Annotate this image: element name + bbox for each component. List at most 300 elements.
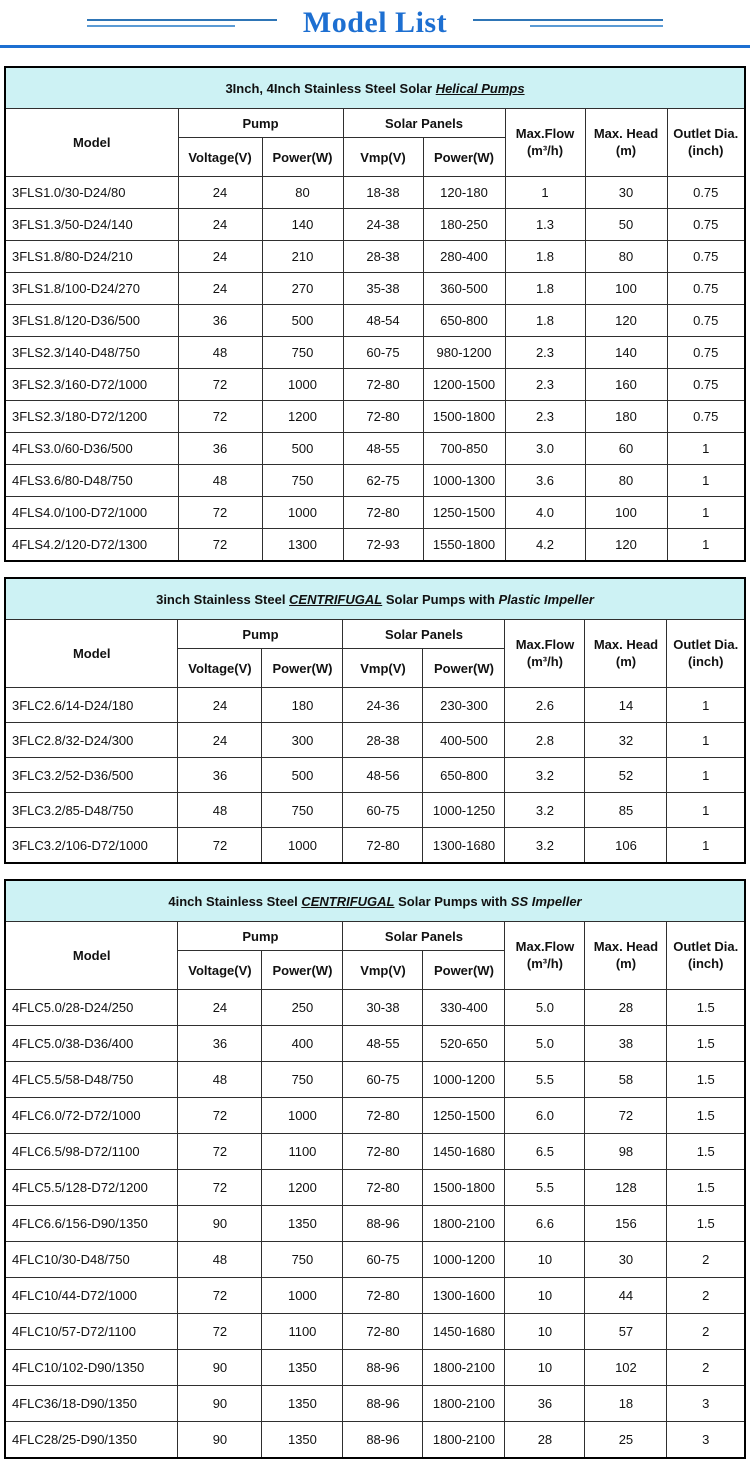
section-title-emphasis: CENTRIFUGAL: [289, 591, 383, 607]
value-cell: 1000-1250: [423, 793, 505, 828]
value-cell: 72: [178, 369, 262, 401]
value-cell: 1250-1500: [423, 1098, 505, 1134]
column-header-solar-power: Power(W): [423, 649, 505, 688]
model-cell: 4FLC10/57-D72/1100: [5, 1314, 178, 1350]
value-cell: 5.0: [505, 990, 585, 1026]
table-row: [5, 1206, 745, 1242]
value-cell: 24-36: [343, 688, 423, 723]
value-cell: 35-38: [343, 273, 423, 305]
value-cell: 60: [585, 433, 667, 465]
value-cell: 28-38: [343, 723, 423, 758]
value-cell: 3.2: [505, 758, 585, 793]
value-cell: 28: [505, 1422, 585, 1459]
value-cell: 2.8: [505, 723, 585, 758]
value-cell: 2.6: [505, 688, 585, 723]
model-cell: 4FLC5.5/58-D48/750: [5, 1062, 178, 1098]
value-cell: 0.75: [667, 209, 745, 241]
table-row: [5, 497, 745, 529]
value-cell: 50: [585, 209, 667, 241]
value-cell: 48: [178, 465, 262, 497]
table-row: [5, 1062, 745, 1098]
table-row: [5, 1386, 745, 1422]
value-cell: 10: [505, 1314, 585, 1350]
value-cell: 140: [262, 209, 343, 241]
helical-pumps-table: [4, 66, 746, 562]
value-cell: 270: [262, 273, 343, 305]
value-cell: 60-75: [343, 1242, 423, 1278]
header-label: Max.Flow: [515, 636, 575, 652]
value-cell: 24-38: [343, 209, 423, 241]
value-cell: 57: [585, 1314, 667, 1350]
header-unit: (inch): [688, 653, 724, 669]
header-unit: (m): [615, 955, 637, 971]
value-cell: 6.6: [505, 1206, 585, 1242]
column-group-pump: Pump: [178, 922, 343, 951]
value-cell: 0.75: [667, 305, 745, 337]
column-header-voltage: Voltage(V): [178, 649, 262, 688]
value-cell: 102: [585, 1350, 667, 1386]
column-header-solar-power: Power(W): [423, 951, 505, 990]
value-cell: 60-75: [343, 1062, 423, 1098]
header-label: Outlet Dia.: [673, 636, 739, 652]
model-cell: 3FLC3.2/106-D72/1000: [5, 828, 178, 864]
value-cell: 90: [178, 1350, 262, 1386]
header-unit: (inch): [688, 955, 724, 971]
value-cell: 18: [585, 1386, 667, 1422]
value-cell: 72: [178, 1278, 262, 1314]
value-cell: 1: [505, 177, 585, 209]
value-cell: 120-180: [423, 177, 505, 209]
table-row: [5, 273, 745, 305]
value-cell: 750: [262, 337, 343, 369]
table-row: [5, 209, 745, 241]
header-unit: (m): [615, 142, 637, 158]
model-cell: 3FLS2.3/180-D72/1200: [5, 401, 178, 433]
value-cell: 48: [178, 1242, 262, 1278]
value-cell: 250: [262, 990, 343, 1026]
value-cell: 3: [667, 1422, 745, 1459]
table-row: [5, 758, 745, 793]
value-cell: 1450-1680: [423, 1134, 505, 1170]
model-cell: 3FLS2.3/140-D48/750: [5, 337, 178, 369]
value-cell: 10: [505, 1278, 585, 1314]
value-cell: 750: [262, 1062, 343, 1098]
value-cell: 5.5: [505, 1062, 585, 1098]
value-cell: 38: [585, 1026, 667, 1062]
column-header-pump-power: Power(W): [262, 138, 343, 177]
value-cell: 106: [585, 828, 667, 864]
value-cell: 80: [262, 177, 343, 209]
value-cell: 58: [585, 1062, 667, 1098]
header-label: Max. Head: [593, 938, 659, 954]
value-cell: 210: [262, 241, 343, 273]
value-cell: 180: [585, 401, 667, 433]
section-title-text: 3Inch, 4Inch Stainless Steel Solar: [225, 80, 436, 96]
value-cell: 1800-2100: [423, 1386, 505, 1422]
column-header-pump-power: Power(W): [262, 951, 343, 990]
value-cell: 1: [667, 688, 745, 723]
value-cell: 750: [262, 793, 343, 828]
value-cell: 72-80: [343, 369, 423, 401]
value-cell: 1.5: [667, 1206, 745, 1242]
value-cell: 88-96: [343, 1350, 423, 1386]
value-cell: 88-96: [343, 1422, 423, 1459]
helical-pumps-rows: [5, 177, 745, 562]
value-cell: 72: [178, 497, 262, 529]
centrifugal-ss-table: [4, 879, 746, 1459]
column-group-solar-panels: Solar Panels: [343, 620, 505, 649]
value-cell: 100: [585, 273, 667, 305]
value-cell: 500: [262, 433, 343, 465]
value-cell: 500: [262, 305, 343, 337]
section-title-text: 3inch Stainless Steel: [156, 591, 290, 607]
value-cell: 1: [667, 433, 745, 465]
column-header-model: Model: [5, 922, 178, 990]
value-cell: 48-55: [343, 1026, 423, 1062]
table-row: [5, 1134, 745, 1170]
value-cell: 1000-1200: [423, 1062, 505, 1098]
table-row: [5, 177, 745, 209]
value-cell: 1.5: [667, 990, 745, 1026]
header-unit: (m): [615, 653, 637, 669]
column-header-max-flow: [505, 922, 585, 990]
column-header-model: Model: [5, 620, 178, 688]
value-cell: 36: [178, 758, 262, 793]
value-cell: 180-250: [423, 209, 505, 241]
value-cell: 3.2: [505, 793, 585, 828]
column-group-solar-panels: Solar Panels: [343, 109, 505, 138]
value-cell: 10: [505, 1350, 585, 1386]
value-cell: 1000: [262, 1098, 343, 1134]
value-cell: 72-80: [343, 1170, 423, 1206]
value-cell: 48-54: [343, 305, 423, 337]
column-header-outlet-dia: [667, 922, 745, 990]
value-cell: 1: [667, 465, 745, 497]
value-cell: 1.5: [667, 1098, 745, 1134]
value-cell: 280-400: [423, 241, 505, 273]
value-cell: 0.75: [667, 337, 745, 369]
model-cell: 3FLS2.3/160-D72/1000: [5, 369, 178, 401]
value-cell: 1450-1680: [423, 1314, 505, 1350]
value-cell: 360-500: [423, 273, 505, 305]
value-cell: 72: [178, 401, 262, 433]
section-title-text: Solar Pumps with: [382, 591, 499, 607]
column-header-max-flow: [505, 620, 585, 688]
value-cell: 2.3: [505, 337, 585, 369]
table-row: [5, 529, 745, 562]
value-cell: 1000: [262, 497, 343, 529]
value-cell: 2: [667, 1350, 745, 1386]
model-cell: 3FLS1.8/100-D24/270: [5, 273, 178, 305]
value-cell: 2: [667, 1278, 745, 1314]
table-row: [5, 1278, 745, 1314]
value-cell: 72-80: [343, 1134, 423, 1170]
column-group-pump: Pump: [178, 109, 343, 138]
table-row: [5, 1314, 745, 1350]
header-label: Max.Flow: [515, 938, 575, 954]
value-cell: 330-400: [423, 990, 505, 1026]
header-unit: (inch): [688, 142, 724, 158]
value-cell: 1: [667, 793, 745, 828]
value-cell: 48: [178, 793, 262, 828]
value-cell: 1.3: [505, 209, 585, 241]
model-cell: 4FLC28/25-D90/1350: [5, 1422, 178, 1459]
value-cell: 60-75: [343, 337, 423, 369]
value-cell: 88-96: [343, 1386, 423, 1422]
value-cell: 5.0: [505, 1026, 585, 1062]
value-cell: 24: [178, 273, 262, 305]
model-cell: 4FLC10/30-D48/750: [5, 1242, 178, 1278]
table-row: [5, 1098, 745, 1134]
model-cell: 3FLS1.3/50-D24/140: [5, 209, 178, 241]
value-cell: 1200: [262, 1170, 343, 1206]
value-cell: 3: [667, 1386, 745, 1422]
model-cell: 4FLS3.0/60-D36/500: [5, 433, 178, 465]
table-row: [5, 241, 745, 273]
column-header-voltage: Voltage(V): [178, 951, 262, 990]
value-cell: 1.5: [667, 1062, 745, 1098]
value-cell: 80: [585, 241, 667, 273]
value-cell: 52: [585, 758, 667, 793]
centrifugal-ss-rows: [5, 990, 745, 1459]
model-cell: 4FLC5.0/38-D36/400: [5, 1026, 178, 1062]
value-cell: 980-1200: [423, 337, 505, 369]
value-cell: 1000-1300: [423, 465, 505, 497]
value-cell: 1100: [262, 1314, 343, 1350]
value-cell: 88-96: [343, 1206, 423, 1242]
value-cell: 2.3: [505, 369, 585, 401]
value-cell: 2.3: [505, 401, 585, 433]
table-row: [5, 433, 745, 465]
value-cell: 72-80: [343, 401, 423, 433]
value-cell: 5.5: [505, 1170, 585, 1206]
value-cell: 1: [667, 758, 745, 793]
value-cell: 230-300: [423, 688, 505, 723]
value-cell: 1.5: [667, 1134, 745, 1170]
value-cell: 72: [178, 1170, 262, 1206]
table-row: [5, 1350, 745, 1386]
model-cell: 3FLC2.6/14-D24/180: [5, 688, 178, 723]
value-cell: 650-800: [423, 758, 505, 793]
model-cell: 3FLS1.8/80-D24/210: [5, 241, 178, 273]
value-cell: 500: [262, 758, 343, 793]
column-header-max-head: [585, 620, 667, 688]
value-cell: 24: [178, 241, 262, 273]
table-row: [5, 688, 745, 723]
value-cell: 10: [505, 1242, 585, 1278]
column-group-solar-panels: Solar Panels: [343, 922, 505, 951]
value-cell: 1350: [262, 1350, 343, 1386]
section-title-emphasis: SS Impeller: [510, 893, 582, 909]
value-cell: 1.8: [505, 273, 585, 305]
model-cell: 3FLC2.8/32-D24/300: [5, 723, 178, 758]
column-header-max-head: [585, 109, 667, 177]
header-unit: (m³/h): [526, 142, 564, 158]
value-cell: 120: [585, 529, 667, 562]
value-cell: 160: [585, 369, 667, 401]
value-cell: 750: [262, 1242, 343, 1278]
value-cell: 1: [667, 723, 745, 758]
value-cell: 100: [585, 497, 667, 529]
value-cell: 72-93: [343, 529, 423, 562]
column-header-model: Model: [5, 109, 178, 177]
value-cell: 3.6: [505, 465, 585, 497]
centrifugal-plastic-rows: [5, 688, 745, 864]
header-label: Outlet Dia.: [673, 125, 739, 141]
value-cell: 1350: [262, 1386, 343, 1422]
section-title-emphasis: Plastic Impeller: [498, 591, 594, 607]
section-title-text: Solar Pumps with: [394, 893, 511, 909]
value-cell: 28-38: [343, 241, 423, 273]
column-header-pump-power: Power(W): [262, 649, 343, 688]
value-cell: 1000: [262, 828, 343, 864]
value-cell: 700-850: [423, 433, 505, 465]
value-cell: 25: [585, 1422, 667, 1459]
table-row: [5, 401, 745, 433]
column-group-pump: Pump: [178, 620, 343, 649]
model-cell: 3FLC3.2/85-D48/750: [5, 793, 178, 828]
header-unit: (m³/h): [526, 653, 564, 669]
value-cell: 72: [178, 1134, 262, 1170]
value-cell: 2: [667, 1242, 745, 1278]
value-cell: 400-500: [423, 723, 505, 758]
value-cell: 2: [667, 1314, 745, 1350]
value-cell: 72-80: [343, 497, 423, 529]
value-cell: 18-38: [343, 177, 423, 209]
value-cell: 1200-1500: [423, 369, 505, 401]
model-cell: 4FLS4.0/100-D72/1000: [5, 497, 178, 529]
value-cell: 30-38: [343, 990, 423, 1026]
value-cell: 0.75: [667, 401, 745, 433]
value-cell: 90: [178, 1206, 262, 1242]
title-decoration-left: [87, 19, 277, 27]
value-cell: 120: [585, 305, 667, 337]
value-cell: 1300-1600: [423, 1278, 505, 1314]
value-cell: 24: [178, 723, 262, 758]
column-header-max-head: [585, 922, 667, 990]
model-cell: 4FLC10/102-D90/1350: [5, 1350, 178, 1386]
value-cell: 98: [585, 1134, 667, 1170]
table-row: [5, 793, 745, 828]
table-section-title: [5, 880, 745, 922]
value-cell: 650-800: [423, 305, 505, 337]
value-cell: 60-75: [343, 793, 423, 828]
value-cell: 1: [667, 497, 745, 529]
column-header-solar-power: Power(W): [423, 138, 505, 177]
value-cell: 156: [585, 1206, 667, 1242]
value-cell: 520-650: [423, 1026, 505, 1062]
value-cell: 90: [178, 1422, 262, 1459]
column-header-outlet-dia: [667, 620, 745, 688]
column-header-outlet-dia: [667, 109, 745, 177]
value-cell: 72-80: [343, 1278, 423, 1314]
value-cell: 24: [178, 688, 262, 723]
value-cell: 72: [178, 1098, 262, 1134]
page-title: Model List: [302, 5, 448, 39]
value-cell: 0.75: [667, 273, 745, 305]
value-cell: 28: [585, 990, 667, 1026]
value-cell: 1100: [262, 1134, 343, 1170]
table-row: [5, 1026, 745, 1062]
value-cell: 1800-2100: [423, 1350, 505, 1386]
value-cell: 36: [178, 433, 262, 465]
value-cell: 1500-1800: [423, 1170, 505, 1206]
column-header-max-flow: [505, 109, 585, 177]
title-divider-rule: [0, 45, 750, 48]
value-cell: 1.5: [667, 1170, 745, 1206]
table-row: [5, 1242, 745, 1278]
value-cell: 1550-1800: [423, 529, 505, 562]
table-section-title: [5, 578, 745, 620]
value-cell: 6.0: [505, 1098, 585, 1134]
value-cell: 3.2: [505, 828, 585, 864]
model-cell: 4FLC6.0/72-D72/1000: [5, 1098, 178, 1134]
value-cell: 1200: [262, 401, 343, 433]
value-cell: 1300-1680: [423, 828, 505, 864]
value-cell: 72-80: [343, 1098, 423, 1134]
table-row: [5, 1422, 745, 1459]
value-cell: 1500-1800: [423, 401, 505, 433]
model-cell: 4FLC5.5/128-D72/1200: [5, 1170, 178, 1206]
column-header-vmp: Vmp(V): [343, 138, 423, 177]
value-cell: 24: [178, 177, 262, 209]
model-cell: 3FLC3.2/52-D36/500: [5, 758, 178, 793]
value-cell: 90: [178, 1386, 262, 1422]
value-cell: 1250-1500: [423, 497, 505, 529]
value-cell: 1: [667, 529, 745, 562]
value-cell: 400: [262, 1026, 343, 1062]
value-cell: 72: [585, 1098, 667, 1134]
model-cell: 4FLC10/44-D72/1000: [5, 1278, 178, 1314]
value-cell: 72: [178, 529, 262, 562]
value-cell: 1350: [262, 1422, 343, 1459]
value-cell: 0.75: [667, 369, 745, 401]
value-cell: 0.75: [667, 177, 745, 209]
table-row: [5, 337, 745, 369]
model-cell: 4FLS4.2/120-D72/1300: [5, 529, 178, 562]
model-cell: 3FLS1.0/30-D24/80: [5, 177, 178, 209]
value-cell: 62-75: [343, 465, 423, 497]
value-cell: 1000: [262, 1278, 343, 1314]
section-title-emphasis: CENTRIFUGAL: [301, 893, 395, 909]
title-decoration-right: [473, 19, 663, 27]
model-cell: 4FLC6.6/156-D90/1350: [5, 1206, 178, 1242]
value-cell: 180: [262, 688, 343, 723]
value-cell: 72-80: [343, 828, 423, 864]
value-cell: 14: [585, 688, 667, 723]
value-cell: 24: [178, 990, 262, 1026]
value-cell: 24: [178, 209, 262, 241]
page-header: [0, 0, 750, 45]
value-cell: 0.75: [667, 241, 745, 273]
table-row: [5, 369, 745, 401]
value-cell: 72: [178, 828, 262, 864]
value-cell: 36: [178, 1026, 262, 1062]
value-cell: 128: [585, 1170, 667, 1206]
value-cell: 80: [585, 465, 667, 497]
value-cell: 140: [585, 337, 667, 369]
table-section-title: [5, 67, 745, 109]
value-cell: 1800-2100: [423, 1206, 505, 1242]
value-cell: 36: [178, 305, 262, 337]
value-cell: 1000: [262, 369, 343, 401]
centrifugal-plastic-table: [4, 577, 746, 864]
table-row: [5, 465, 745, 497]
header-label: Max.Flow: [515, 125, 575, 141]
header-label: Outlet Dia.: [673, 938, 739, 954]
section-title-text: 4inch Stainless Steel: [168, 893, 302, 909]
value-cell: 6.5: [505, 1134, 585, 1170]
